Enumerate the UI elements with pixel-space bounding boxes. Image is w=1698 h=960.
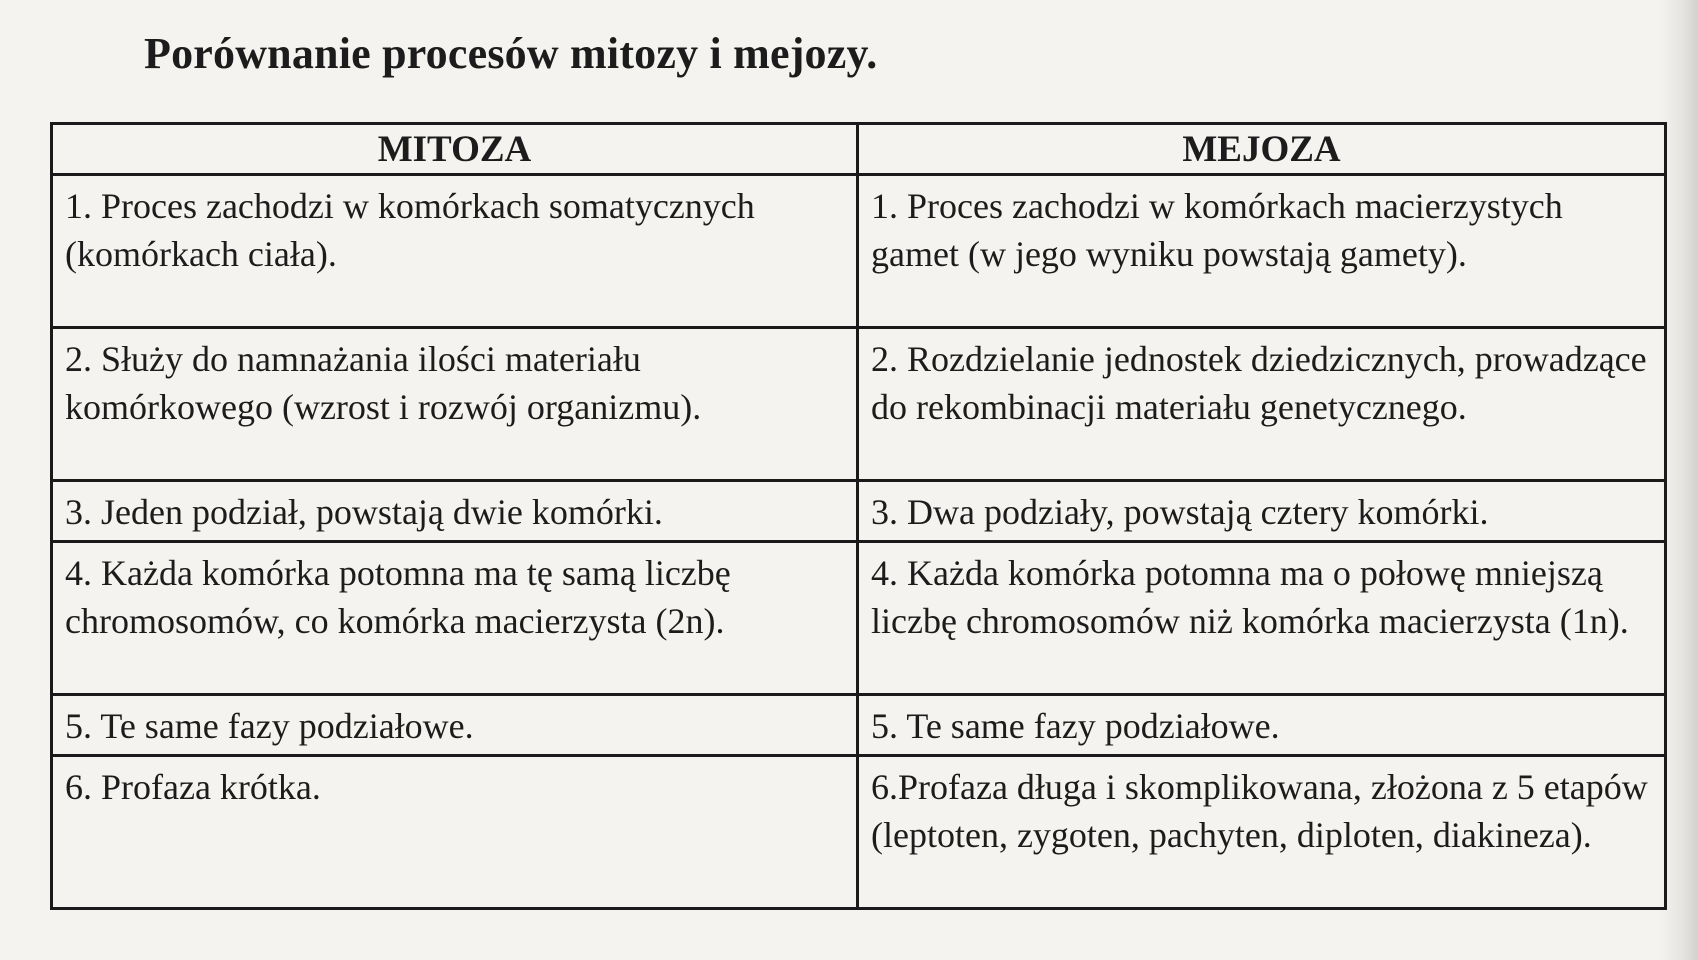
page-title: Porównanie procesów mitozy i mejozy.	[144, 29, 878, 78]
table-row	[52, 542, 1666, 695]
table-row	[52, 481, 1666, 542]
mitoza-cell: 6. Profaza krótka.	[52, 756, 858, 909]
table-header-row	[52, 124, 1666, 175]
column-header-mitoza: MITOZA	[52, 124, 858, 175]
table-row	[52, 695, 1666, 756]
mejoza-cell: 6.Profaza długa i skomplikowana, złożona z 5 etapów (leptoten, zygoten, pachyten, diploten, diakineza).	[858, 756, 1666, 909]
mejoza-cell: 3. Dwa podziały, powstają cztery komórki.	[858, 481, 1666, 542]
column-header-mejoza: MEJOZA	[858, 124, 1666, 175]
mejoza-cell: 2. Rozdzielanie jednostek dziedzicznych, prowadzące do rekombinacji materiału genetycznego.	[858, 328, 1666, 481]
mitoza-cell: 3. Jeden podział, powstają dwie komórki.	[52, 481, 858, 542]
mitoza-cell: 2. Służy do namnażania ilości materiału komórkowego (wzrost i rozwój organizmu).	[52, 328, 858, 481]
mitoza-cell: 1. Proces zachodzi w komórkach somatycznych (komórkach ciała).	[52, 175, 858, 328]
mitoza-cell: 4. Każda komórka potomna ma tę samą liczbę chromosomów, co komórka macierzysta (2n).	[52, 542, 858, 695]
table-row	[52, 328, 1666, 481]
mejoza-cell: 4. Każda komórka potomna ma o połowę mniejszą liczbę chromosomów niż komórka macierzysta (1n).	[858, 542, 1666, 695]
mejoza-cell: 1. Proces zachodzi w komórkach macierzystych gamet (w jego wyniku powstają gamety).	[858, 175, 1666, 328]
mitoza-cell: 5. Te same fazy podziałowe.	[52, 695, 858, 756]
comparison-table	[50, 122, 1667, 910]
table-row	[52, 175, 1666, 328]
table-row	[52, 756, 1666, 909]
mejoza-cell: 5. Te same fazy podziałowe.	[858, 695, 1666, 756]
